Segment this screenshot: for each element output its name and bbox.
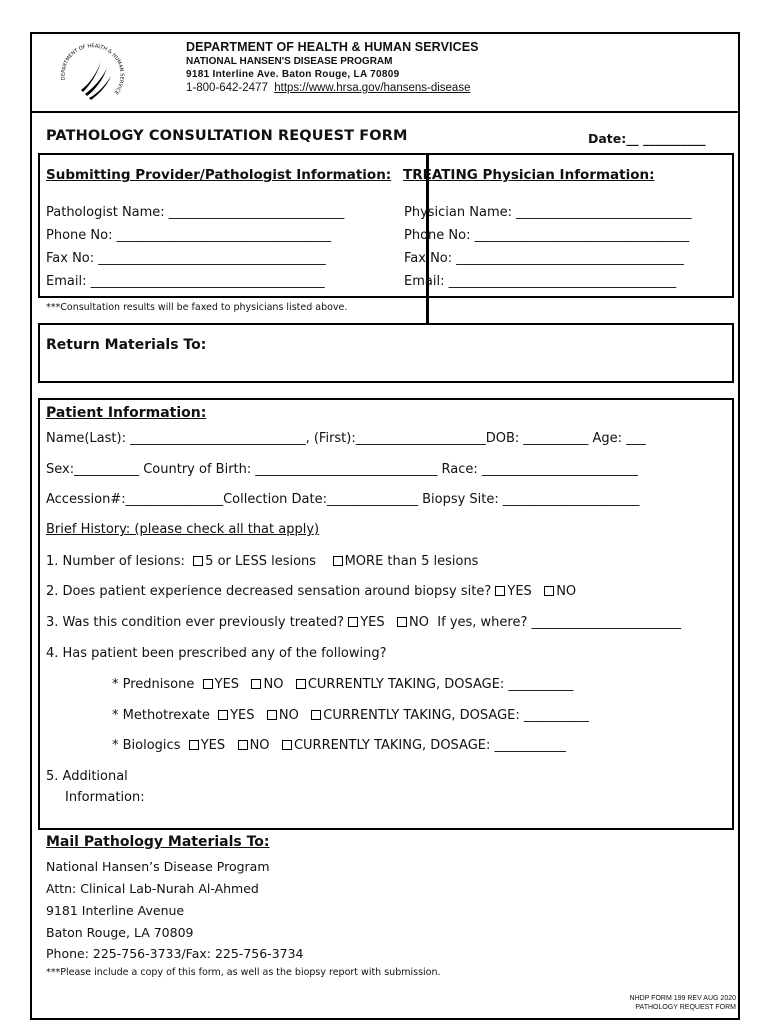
physician-heading: TREATING Physician Information: bbox=[403, 167, 655, 183]
drug-current-dosage[interactable]: CURRENTLY TAKING, DOSAGE: ___________ bbox=[293, 738, 567, 753]
drug-name: * Methotrexate bbox=[112, 708, 210, 723]
q3-text: 3. Was this condition ever previously treated? bbox=[46, 615, 345, 630]
checkbox-sensation-no[interactable] bbox=[544, 586, 554, 596]
checkbox-biologics-yes[interactable] bbox=[189, 740, 199, 750]
form-name: PATHOLOGY REQUEST FORM bbox=[635, 1004, 736, 1011]
mail-address-line: 9181 Interline Avenue bbox=[46, 903, 185, 918]
agency-phone: 1-800-642-2477 bbox=[186, 82, 268, 94]
provider-heading: Submitting Provider/Pathologist Information: bbox=[46, 167, 392, 183]
consultation-note: ***Consultation results will be faxed to physicians listed above. bbox=[46, 302, 348, 313]
patient-information-section bbox=[38, 398, 734, 830]
additional-info-label: 5. Additional bbox=[46, 769, 128, 784]
patient-heading: Patient Information: bbox=[46, 405, 207, 421]
program-address: 9181 Interline Ave. Baton Rouge, LA 70809 bbox=[186, 69, 400, 80]
provider-phone-field[interactable]: Phone No: _________________________________ bbox=[46, 228, 332, 243]
drug-yes-label: YES bbox=[214, 677, 240, 692]
svg-text:DEPARTMENT OF HEALTH & HUMAN S: DEPARTMENT OF HEALTH & HUMAN SERVICE bbox=[60, 43, 125, 96]
accession-line[interactable]: Accession#:_______________Collection Date:______________ Biopsy Site: _____________________ bbox=[46, 492, 640, 507]
program-name: NATIONAL HANSEN'S DISEASE PROGRAM bbox=[186, 56, 393, 67]
agency-header bbox=[186, 40, 479, 95]
provider-email-field[interactable]: Email: ____________________________________ bbox=[46, 274, 325, 289]
physician-email-field[interactable]: Email: ___________________________________ bbox=[404, 274, 677, 289]
patient-demographics-line[interactable]: Sex:__________ Country of Birth: ____________________________ Race: ________________________ bbox=[46, 462, 638, 477]
mail-heading: Mail Pathology Materials To: bbox=[46, 834, 270, 850]
checkbox-methotrexate-current[interactable] bbox=[311, 710, 321, 720]
mail-address-line: Baton Rouge, LA 70809 bbox=[46, 925, 194, 940]
question-lesions bbox=[46, 554, 478, 569]
drug-row-prednisone bbox=[112, 677, 573, 692]
mail-address-line: National Hansen’s Disease Program bbox=[46, 859, 270, 874]
drug-no-label: NO bbox=[278, 708, 299, 723]
checkbox-methotrexate-yes[interactable] bbox=[218, 710, 228, 720]
physician-name-field[interactable]: Physician Name: ___________________________ bbox=[404, 205, 692, 220]
date-field[interactable]: Date:__ __________ bbox=[588, 131, 706, 146]
checkbox-prednisone-yes[interactable] bbox=[203, 679, 213, 689]
hhs-seal-logo bbox=[55, 40, 131, 110]
checkbox-5-or-less[interactable] bbox=[193, 556, 203, 566]
checkbox-prednisone-no[interactable] bbox=[251, 679, 261, 689]
physician-fax-field[interactable]: Fax No: ___________________________________ bbox=[404, 251, 684, 266]
drug-yes-label: YES bbox=[200, 738, 226, 753]
physician-phone-field[interactable]: Phone No: _________________________________ bbox=[404, 228, 690, 243]
checkbox-treated-no[interactable] bbox=[397, 617, 407, 627]
checkbox-biologics-current[interactable] bbox=[282, 740, 292, 750]
q1-text: 1. Number of lesions: bbox=[46, 554, 185, 569]
question-sensation bbox=[46, 584, 576, 599]
drug-name: * Prednisone bbox=[112, 677, 195, 692]
checkbox-biologics-no[interactable] bbox=[238, 740, 248, 750]
q1-opt1-label: 5 or LESS lesions bbox=[205, 554, 317, 569]
form-number: NHDP FORM 199 REV AUG 2020 bbox=[629, 995, 736, 1002]
brief-history-label: Brief History: (please check all that apply) bbox=[46, 522, 320, 537]
additional-info-field[interactable]: Information: bbox=[65, 790, 145, 805]
pathologist-name-field[interactable]: Pathologist Name: ___________________________ bbox=[46, 205, 345, 220]
drug-no-label: NO bbox=[263, 677, 284, 692]
drug-row-biologics bbox=[112, 738, 566, 753]
patient-name-line[interactable]: Name(Last): ___________________________, (First):____________________DOB: __________ Age: ___ bbox=[46, 431, 646, 446]
q3-no-label: NO bbox=[409, 615, 430, 630]
q2-yes-label: YES bbox=[507, 584, 532, 599]
q3-yes-label: YES bbox=[360, 615, 385, 630]
treated-where-field[interactable]: If yes, where? _______________________ bbox=[437, 615, 682, 630]
drug-current-dosage[interactable]: CURRENTLY TAKING, DOSAGE: __________ bbox=[323, 708, 589, 723]
checkbox-prednisone-current[interactable] bbox=[296, 679, 306, 689]
q1-opt2-label: MORE than 5 lesions bbox=[344, 554, 479, 569]
drug-no-label: NO bbox=[249, 738, 270, 753]
drug-yes-label: YES bbox=[230, 708, 255, 723]
agency-name: DEPARTMENT OF HEALTH & HUMAN SERVICES bbox=[186, 40, 479, 54]
agency-url-link[interactable]: https://www.hrsa.gov/hansens-disease bbox=[274, 82, 471, 94]
provider-fax-field[interactable]: Fax No: ___________________________________ bbox=[46, 251, 326, 266]
checkbox-sensation-yes[interactable] bbox=[495, 586, 505, 596]
contact-line bbox=[186, 81, 479, 95]
mail-phone-fax: Phone: 225-756-3733/Fax: 225-756-3734 bbox=[46, 946, 304, 961]
checkbox-methotrexate-no[interactable] bbox=[267, 710, 277, 720]
question-previous-treatment bbox=[46, 615, 681, 630]
checkbox-more-than-5[interactable] bbox=[333, 556, 343, 566]
checkbox-treated-yes[interactable] bbox=[348, 617, 358, 627]
form-footer bbox=[630, 994, 736, 1012]
header-divider bbox=[30, 111, 740, 113]
mail-address-line: Attn: Clinical Lab-Nurah Al-Ahmed bbox=[46, 881, 259, 896]
return-materials-section[interactable] bbox=[38, 323, 734, 383]
provider-physician-section bbox=[38, 153, 734, 298]
question-prescribed: 4. Has patient been prescribed any of the following? bbox=[46, 646, 387, 661]
return-materials-label: Return Materials To: bbox=[46, 337, 207, 353]
drug-name: * Biologics bbox=[112, 738, 181, 753]
q2-no-label: NO bbox=[556, 584, 577, 599]
drug-row-methotrexate bbox=[112, 708, 589, 723]
drug-current-dosage[interactable]: CURRENTLY TAKING, DOSAGE: __________ bbox=[307, 677, 574, 692]
submission-note: ***Please include a copy of this form, as well as the biopsy report with submission. bbox=[46, 967, 441, 978]
q2-text: 2. Does patient experience decreased sensation around biopsy site? bbox=[46, 584, 492, 599]
form-title: PATHOLOGY CONSULTATION REQUEST FORM bbox=[46, 128, 408, 144]
